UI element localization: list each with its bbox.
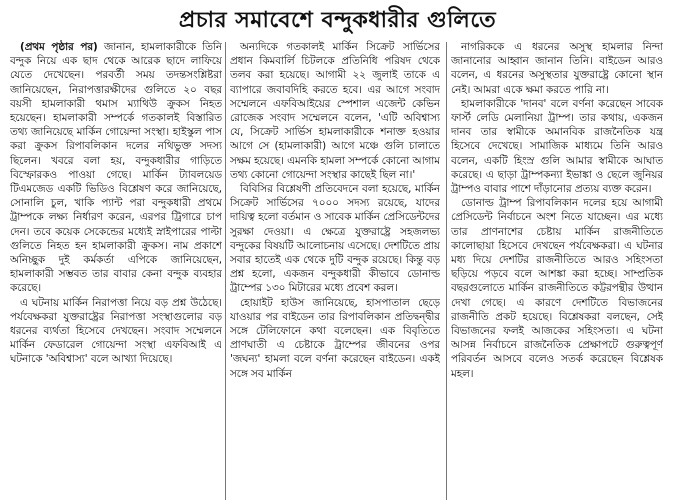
article-paragraph: হামলাকারীকে 'দানব' বলে বর্ণনা করেছেন সাবেক ফার্স্ট লেডি মেলানিয়া ট্রাম্প। তার কথায়, একজন দানব তার স্বামীকে অমানবিক রাজনৈতিক যন্ত্র হিসেবে দেখেছে। সামাজিক মাধ্যমে তিনি আরও বলেন, একটি হিংস্র গুলি আমার স্বামীকে আঘাত করেছে। এ ছাড়া ট্রাম্পকন্যা ইভাঙ্কা ও ছেলে জুনিয়র ট্রাম্পও বাবার পাশে দাঁড়ানোর প্রত্যয় ব্যক্ত করেন। — [451, 97, 663, 196]
article-paragraph: অন্যদিকে গতকালই মার্কিন সিক্রেট সার্ভিসের প্রধান কিমবার্লি চিটলকে প্রতিনিধি পরিষদ থেকে তলব করা হয়েছে। আগামী ২২ জুলাই তাকে এ ব্যাপারে জবাবদিহি করতে হবে। এর আগে সংবাদ সম্মেলনে এফবিআইয়ের স্পেশাল এজেন্ট কেভিন রোজেক সংবাদ সম্মেলনে বলেন, 'এটি অবিশ্বাস্য যে, সিক্রেট সার্ভিস হামলাকারীকে শনাক্ত হওয়ার আগে সে (হামলাকারী) আগে মঞ্চে গুলি চালাতে সক্ষম হয়েছে। এমনকি হামলা সম্পর্কে কোনো আগাম তথ্য কোনো গোয়েন্দা সংস্থার কাছেই ছিল না।' — [230, 41, 440, 181]
article-paragraph — [10, 40, 222, 296]
article-paragraph: হোয়াইট হাউস জানিয়েছে, হাসপাতাল ছেড়ে যাওয়ার পর বাইডেন তার রিপাবলিকান প্রতিদ্বন্দ্বীর সঙ্গে টেলিফোনে কথা বলেছেন। এক বিবৃতিতে প্রাণঘাতী এ চেষ্টাকে ট্রাম্পের জীবনের ওপর 'জঘন্য' হামলা বলে বর্ণনা করেছেন বাইডেন। একই সঙ্গে সব মার্কিন — [230, 296, 440, 380]
article-paragraph: এ ঘটনায় মার্কিন নিরাপত্তা নিয়ে বড় প্রশ্ন উঠেছে। পর্যবেক্ষকরা যুক্তরাষ্ট্রের নিরাপত্তা সংস্থাগুলোর বড় ধরনের ব্যর্থতা হিসেবে দেখছেন। সংবাদ সম্মেলনে মার্কিন ফেডারেল গোয়েন্দা সংস্থা এফবিআই এ ঘটনাকে 'অবিশ্বাস্য' বলে আখ্যা দিয়েছে। — [10, 296, 222, 366]
article-column-1 — [10, 40, 222, 502]
article-column-2 — [230, 40, 440, 502]
paragraph-text: জানান, হামলাকারীকে তিনি বন্দুক নিয়ে এক ছাদ থেকে আরেক ছাদে লাফিয়ে যেতে দেখেছেন। পরবর্তী সময় তদন্তসংশ্লিষ্টরা জানিয়েছেন, নিরাপত্তারক্ষীদের গুলিতে ২০ বছর বয়সী হামলাকারী থমাস ম্যাথিউ ক্রুকস নিহত হয়েছেন। হামলাকারী সম্পর্কে গতকালই বিস্তারিত তথ্য জানিয়েছে মার্কিন গোয়েন্দা সংস্থা। হাইস্কুল পাস করা ক্রুকস রিপাবলিকান দলের নথিভুক্ত সদস্য ছিলেন। খবরে বলা হয়, বন্দুকধারীর গাড়িতে বিস্ফোরকও পাওয়া গেছে। মার্কিন ট্যাবলয়েড টিএমজেড একটি ভিডিও বিশ্লেষণ করে জানিয়েছে, সোনালি চুল, খাকি প্যান্ট পরা বন্দুকধারী প্রথমে ট্রাম্পকে লক্ষ্য নির্ধারণ করেন, এরপর ট্রিগারে চাপ দেন। তবে কয়েক সেকেন্ডের মধ্যেই স্নাইপারের পাল্টা গুলিতে নিহত হন হামলাকারী ক্রুকস। নাম প্রকাশে অনিচ্ছুক দুই কর্মকর্তা এপিকে জানিয়েছেন, হামলাকারী সম্ভবত তার বাবার কেনা বন্দুক ব্যবহার করেছে। — [10, 41, 222, 295]
article-headline: প্রচার সমাবেশে বন্দুকধারীর গুলিতে — [178, 7, 497, 33]
article-paragraph: নাগরিককে এ ধরনের অসুস্থ হামলার নিন্দা জানানোর আহ্বান জানান তিনি। বাইডেন আরও বলেন, এ ধরনের অসুস্থতার যুক্তরাষ্ট্রে কোনো স্থান নেই। আমরা একে ক্ষমা করতে পারি না। — [451, 41, 663, 96]
article-column-3 — [451, 40, 663, 502]
article-paragraph: বিবিসির বিশ্লেষণী প্রতিবেদনে বলা হয়েছে, মার্কিন সিক্রেট সার্ভিসের ৭০০০ সদস্য রয়েছে, যাদের দায়িত্ব হলো বর্তমান ও সাবেক মার্কিন প্রেসিডেন্টদের সুরক্ষা দেওয়া। এ ক্ষেত্রে যুক্তরাষ্ট্রে সহজলভ্য বন্দুকের বিষয়টি আলোচনায় এসেছে। দেশটিতে প্রায় সবার হাতেই এক থেকে দুটি বন্দুক রয়েছে। কিন্তু বড় প্রশ্ন হলো, একজন বন্দুকধারী কীভাবে ডোনাল্ড ট্রাম্পের ১৩০ মিটারের মধ্যে প্রবেশ করল। — [230, 183, 440, 295]
continued-label: (প্রথম পৃষ্ঠার পর) — [20, 41, 98, 53]
article-paragraph: ডোনাল্ড ট্রাম্প রিপাবলিকান দলের হয়ে আগামী প্রেসিডেন্ট নির্বাচনে অংশ নিতে যাচ্ছেন। এর মধ্যে তার প্রাণনাশের চেষ্টায় মার্কিন রাজনীতিতে কালোছায়া হিসেবে দেখছেন পর্যবেক্ষকরা। এ ঘটনার মধ্য দিয়ে দেশটির রাজনীতিতে আরও সহিংসতা ছড়িয়ে পড়বে বলে আশঙ্কা করা হচ্ছে। সাম্প্রতিক বছরগুলোতে মার্কিন রাজনীতিতে কট্টরপন্থীর উত্থান দেখা গেছে। এ কারণে দেশটিতে বিভাজনের রাজনীতি প্রকট হয়েছে। বিশ্লেষকরা বলছেন, সেই বিভাজনের ফলই আজকের সহিংসতা। এ ঘটনা আসন্ন নির্বাচনে রাজনৈতিক প্রেক্ষাপটে গুরুত্বপূর্ণ পরিবর্তন আসবে বলেও সতর্ক করেছেন বিশ্লেষক মহল। — [451, 197, 663, 380]
column-divider — [446, 42, 447, 500]
column-divider — [225, 42, 226, 500]
